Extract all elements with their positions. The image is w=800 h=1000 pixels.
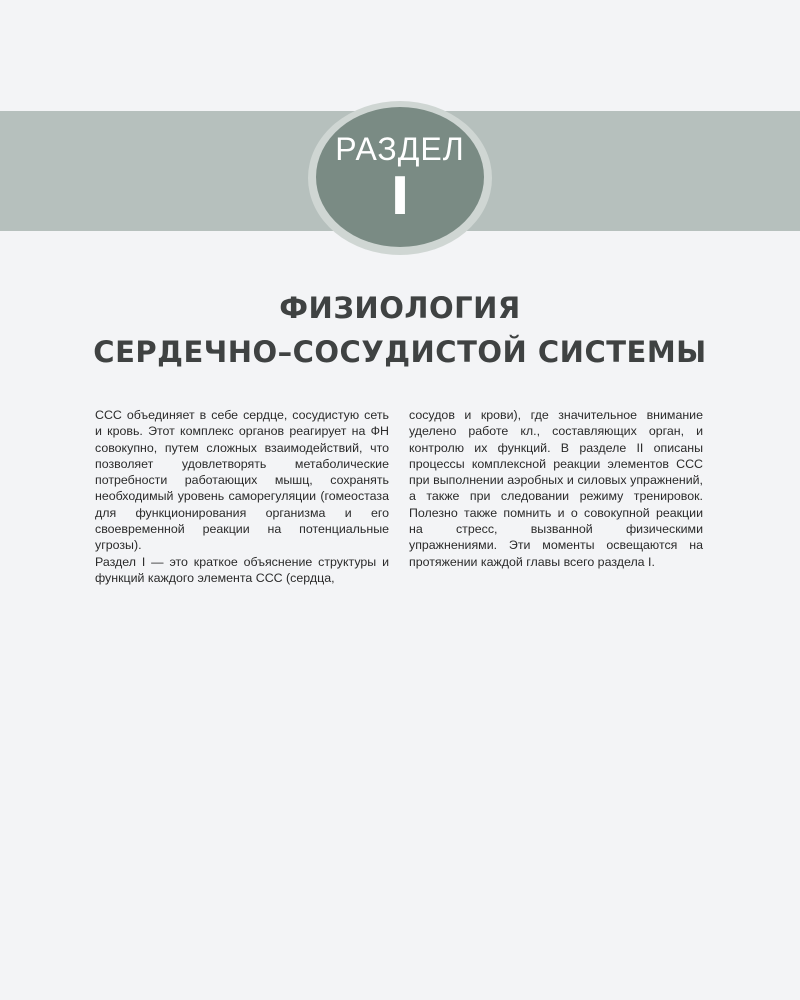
page-title-line-2: СЕРДЕЧНО–СОСУДИСТОЙ СИСТЕМЫ	[93, 335, 707, 369]
text-column-left	[95, 407, 389, 586]
text-column-right	[409, 407, 703, 570]
paragraph: Раздел I — это краткое объяснение структуры и функций каждого элемента ССС (сердца,	[95, 554, 389, 585]
section-number: I	[390, 167, 410, 227]
paragraph: сосудов и крови), где значительное внимание уделено работе кл., составляющих орган, и контролю их функций. В разделе II описаны процессы комплексной реакции элементов ССС при выполнении аэробных и силовых упражнений, а также при следовании режиму тренировок. Полезно также помнить и о совокупной реакции на стресс, вызванной физическими упражнениями. Эти моменты освещаются на протяжении каждой главы всего раздела I.	[409, 408, 703, 569]
page-title-line-1: ФИЗИОЛОГИЯ	[279, 291, 521, 325]
paragraph: ССС объединяет в себе сердце, сосудистую сеть и кровь. Этот комплекс органов реагирует на ФН совокупно, путем сложных взаимодействий, что позволяет удовлетворять метаболические потребности работающих мышц, сохранять необходимый уровень саморегуляции (гомеостаза для функционирования организма и его своевременной реакции на потенциальные угрозы).	[95, 408, 389, 553]
section-label: РАЗДЕЛ	[335, 131, 465, 167]
section-badge	[316, 107, 484, 247]
